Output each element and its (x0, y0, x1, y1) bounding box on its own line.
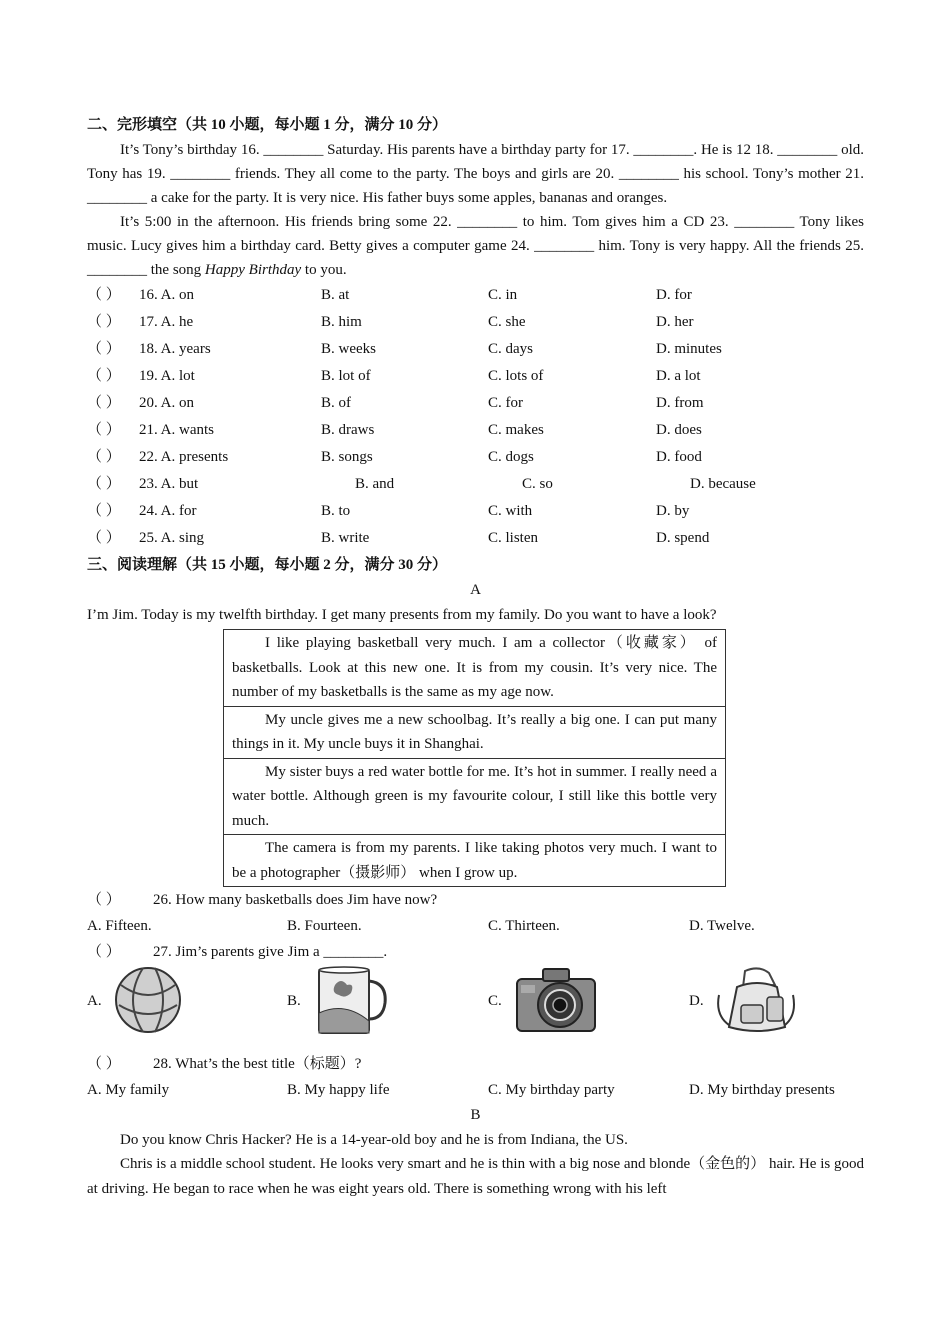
option-d: D. because (690, 476, 756, 492)
option-d: D. food (656, 449, 702, 465)
option-a: 19. A. lot (139, 368, 195, 384)
exam-page (87, 112, 864, 1202)
option-b: B. songs (321, 449, 373, 465)
option-c: C. days (488, 341, 533, 357)
cloze-question-row (87, 282, 864, 309)
option-d: D. her (656, 314, 694, 330)
option-c: C. lots of (488, 368, 544, 384)
cloze-section-title: 二、完形填空（共 10 小题，每小题 1 分，满分 10 分） (87, 117, 448, 133)
option-b: B. and (355, 476, 395, 492)
cloze-question-row (87, 309, 864, 336)
answer-bracket[interactable]: （ ） (87, 287, 121, 303)
cloze-question-row (87, 417, 864, 444)
cloze-question-row (87, 525, 864, 552)
option-c: C. in (488, 287, 518, 303)
option-d: D. from (656, 395, 704, 411)
option-a: 22. A. presents (139, 449, 229, 465)
option-d: D. Twelve. (689, 918, 755, 934)
answer-bracket[interactable]: （ ） (87, 892, 121, 908)
option-d: D. spend (656, 530, 710, 546)
answer-bracket[interactable]: （ ） (87, 1056, 121, 1072)
option-b: B. (287, 993, 301, 1009)
cloze-question-row (87, 390, 864, 417)
passage-b-paragraph-1: Do you know Chris Hacker? He is a 14-year-old boy and he is from Indiana, the US. (120, 1132, 628, 1148)
basketball-icon (113, 965, 183, 1035)
answer-bracket[interactable]: （ ） (87, 341, 121, 357)
option-c: C. with (488, 503, 533, 519)
passage-a-label: A (470, 582, 481, 598)
option-a: 17. A. he (139, 314, 194, 330)
option-c: C. she (488, 314, 526, 330)
schoolbag-icon (715, 965, 797, 1037)
passage-b-paragraph-2: Chris is a middle school student. He looks very smart and he is thin with a big nose and blonde（金色的） hair. He is good at driving. He began to race when he was eight years old. There is something wrong with his left (87, 1156, 864, 1197)
option-a: A. (87, 993, 102, 1009)
option-b: B. at (321, 287, 350, 303)
option-b: B. to (321, 503, 351, 519)
option-c: C. makes (488, 422, 544, 438)
option-a: 16. A. on (139, 287, 195, 303)
cloze-paragraph-1: It’s Tony’s birthday 16. ________ Saturday. His parents have a birthday party for 17. ________. He is 12 18. ________ old. Tony has 19. ________ friends. They all come to the party. The boys and girls are 20. ________ his school. Tony’s mother 21. ________ a cake for the party. It is very nice. His father buys some apples, bananas and oranges. (87, 142, 864, 206)
cloze-question-row (87, 471, 864, 498)
cloze-question-row (87, 498, 864, 525)
option-a: 24. A. for (139, 503, 197, 519)
option-d: D. (689, 993, 704, 1009)
option-a: A. My family (87, 1082, 170, 1098)
option-c: C. (488, 993, 502, 1009)
answer-bracket[interactable]: （ ） (87, 395, 121, 411)
answer-bracket[interactable]: （ ） (87, 368, 121, 384)
option-c: C. listen (488, 530, 539, 546)
option-c: C. Thirteen. (488, 918, 560, 934)
option-a: A. Fifteen. (87, 918, 152, 934)
presents-table (223, 629, 726, 887)
cloze-question-row (87, 444, 864, 471)
option-a: 18. A. years (139, 341, 211, 357)
option-c: C. My birthday party (488, 1082, 615, 1098)
option-d: D. for (656, 287, 692, 303)
reading-section-title: 三、阅读理解（共 15 小题，每小题 2 分，满分 30 分） (87, 557, 448, 573)
option-b: B. weeks (321, 341, 376, 357)
option-b: B. My happy life (287, 1082, 390, 1098)
question-28-stem: （ ） 28. What’s the best title（标题）? (87, 1051, 864, 1077)
answer-bracket[interactable]: （ ） (87, 314, 121, 330)
option-a: 25. A. sing (139, 530, 205, 546)
option-b: B. of (321, 395, 351, 411)
box-camera: The camera is from my parents. I like taking photos very much. I want to be a photographer（摄影师） when I grow up. (224, 835, 726, 887)
answer-bracket[interactable]: （ ） (87, 422, 121, 438)
answer-bracket[interactable]: （ ） (87, 944, 121, 960)
option-d: D. minutes (656, 341, 722, 357)
option-d: D. My birthday presents (689, 1082, 835, 1098)
option-b: B. draws (321, 422, 375, 438)
option-b: B. Fourteen. (287, 918, 362, 934)
cloze-question-row (87, 363, 864, 390)
option-d: D. does (656, 422, 702, 438)
option-a: 21. A. wants (139, 422, 214, 438)
answer-bracket[interactable]: （ ） (87, 476, 121, 492)
cloze-paragraph-2: It’s 5:00 in the afternoon. His friends bring some 22. ________ to him. Tom gives him a CD 23. ________ Tony likes music. Lucy gives him a birthday card. Betty gives a computer game 24. ________ him. Tony is very happy. All the friends 25. ________ the song Happy Birthday to you. (87, 214, 864, 278)
box-water-bottle: My sister buys a red water bottle for me. It’s hot in summer. I really need a water bottle. Although green is my favourite colour, I still like this bottle very much. (224, 758, 726, 835)
mug-icon (315, 965, 389, 1037)
camera-icon (515, 965, 597, 1035)
option-d: D. a lot (656, 368, 701, 384)
answer-bracket[interactable]: （ ） (87, 503, 121, 519)
option-b: B. write (321, 530, 370, 546)
option-b: B. him (321, 314, 362, 330)
song-title: Happy Birthday (204, 262, 302, 278)
answer-bracket[interactable]: （ ） (87, 530, 121, 546)
passage-a-intro: I’m Jim. Today is my twelfth birthday. I get many presents from my family. Do you want to have a look? (87, 607, 717, 623)
question-27-stem: （ ） 27. Jim’s parents give Jim a ________. (87, 939, 864, 965)
cloze-questions (87, 282, 864, 552)
option-a: 20. A. on (139, 395, 195, 411)
answer-bracket[interactable]: （ ） (87, 449, 121, 465)
option-c: C. so (522, 476, 553, 492)
passage-b-label: B (470, 1107, 481, 1123)
question-26-options (87, 913, 864, 939)
option-a: 23. A. but (139, 476, 199, 492)
option-b: B. lot of (321, 368, 371, 384)
question-26-stem: （ ） 26. How many basketballs does Jim have now? (87, 887, 864, 913)
option-c: C. for (488, 395, 523, 411)
option-d: D. by (656, 503, 690, 519)
box-basketball: I like playing basketball very much. I am a collector（收藏家） of basketballs. Look at this new one. It is from my cousin. It’s very nice. The number of my basketballs is the same as my age now. (224, 630, 726, 707)
box-schoolbag: My uncle gives me a new schoolbag. It’s really a big one. I can put many things in it. My uncle buys it in Shanghai. (224, 706, 726, 758)
question-27-picture-options (87, 965, 864, 1051)
option-c: C. dogs (488, 449, 534, 465)
question-28-options (87, 1077, 864, 1103)
cloze-question-row (87, 336, 864, 363)
